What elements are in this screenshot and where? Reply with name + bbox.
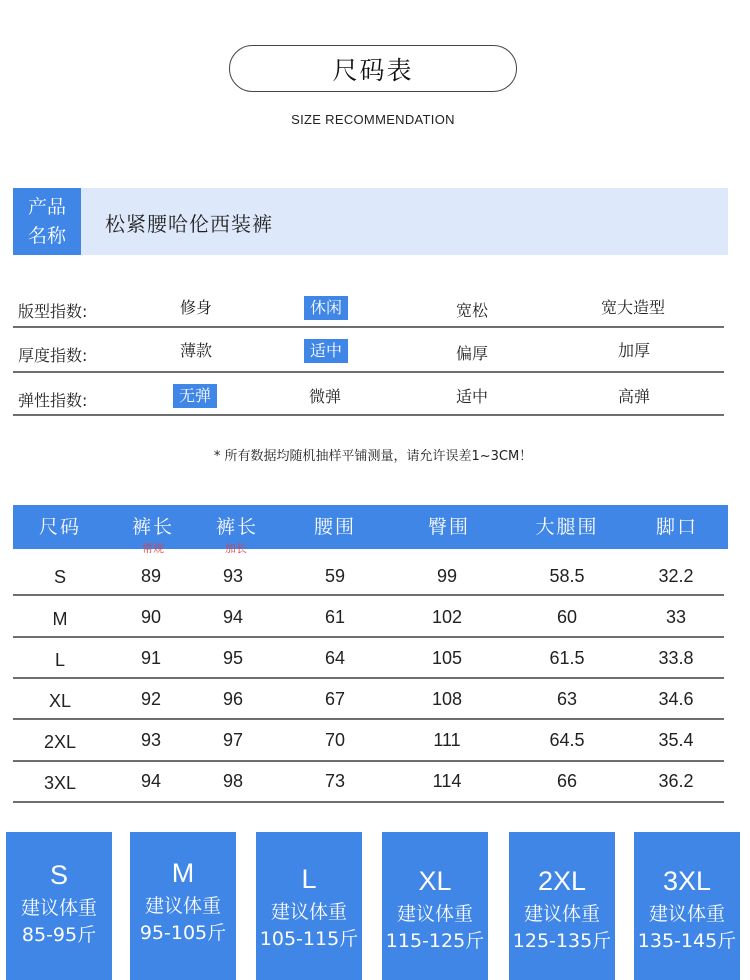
cell-size: 2XL bbox=[43, 732, 77, 752]
header-thigh: 大腿围 bbox=[535, 516, 599, 538]
cell-hip: 99 bbox=[436, 566, 458, 586]
header-length: 裤长 bbox=[215, 516, 259, 538]
index-option: 适中 bbox=[456, 387, 489, 406]
weight-card-size: 2XL bbox=[537, 866, 587, 896]
weight-card-l bbox=[256, 832, 362, 980]
cell-waist: 61 bbox=[324, 607, 346, 627]
header-waist: 腰围 bbox=[313, 516, 357, 538]
index-label: 弹性指数: bbox=[18, 391, 88, 410]
row-divider bbox=[13, 760, 724, 762]
index-option: 偏厚 bbox=[456, 344, 489, 363]
cell-length-regular: 89 bbox=[140, 566, 162, 586]
cell-hip: 102 bbox=[431, 607, 463, 627]
cell-length-regular: 93 bbox=[140, 730, 162, 750]
header-hip: 臀围 bbox=[427, 516, 471, 538]
cell-thigh: 60 bbox=[556, 607, 578, 627]
size-table-header bbox=[13, 505, 728, 549]
cell-length-regular: 90 bbox=[140, 607, 162, 627]
cell-size: 3XL bbox=[43, 773, 77, 793]
index-divider bbox=[13, 414, 724, 416]
weight-card-label: 建议体重 bbox=[270, 901, 347, 923]
weight-card-m bbox=[130, 832, 236, 980]
weight-card-size: S bbox=[49, 860, 68, 890]
index-option-selected: 无弹 bbox=[173, 384, 217, 408]
cell-thigh: 66 bbox=[556, 771, 578, 791]
cell-length-long: 96 bbox=[222, 689, 244, 709]
cell-length-long: 95 bbox=[222, 648, 244, 668]
weight-card-label: 建议体重 bbox=[648, 903, 725, 925]
weight-card-range: 115-125斤 bbox=[385, 930, 485, 952]
weight-card-size: XL bbox=[418, 866, 452, 896]
weight-card-range: 125-135斤 bbox=[512, 930, 612, 952]
weight-card-s bbox=[6, 832, 112, 980]
cell-hem: 36.2 bbox=[658, 771, 694, 791]
weight-card-size: L bbox=[301, 864, 317, 894]
header-size: 尺码 bbox=[38, 516, 82, 538]
row-divider bbox=[13, 636, 724, 638]
weight-card-3xl bbox=[634, 832, 740, 980]
index-label: 厚度指数: bbox=[18, 346, 88, 365]
cell-size: M bbox=[52, 609, 68, 629]
index-option-selected: 休闲 bbox=[304, 296, 348, 320]
row-divider bbox=[13, 677, 724, 679]
cell-thigh: 63 bbox=[556, 689, 578, 709]
cell-waist: 59 bbox=[324, 566, 346, 586]
row-divider bbox=[13, 594, 724, 596]
cell-hem: 35.4 bbox=[658, 730, 694, 750]
product-name: 松紧腰哈伦西装裤 bbox=[105, 212, 273, 236]
cell-waist: 70 bbox=[324, 730, 346, 750]
weight-card-label: 建议体重 bbox=[523, 903, 600, 925]
page-title: 尺码表 bbox=[229, 45, 517, 92]
cell-length-long: 98 bbox=[222, 771, 244, 791]
weight-card-xl bbox=[382, 832, 488, 980]
index-label: 版型指数: bbox=[18, 302, 88, 321]
cell-length-regular: 94 bbox=[140, 771, 162, 791]
cell-length-long: 93 bbox=[222, 566, 244, 586]
index-option: 微弹 bbox=[309, 387, 342, 406]
cell-hem: 32.2 bbox=[658, 566, 694, 586]
weight-card-range: 85-95斤 bbox=[21, 924, 97, 946]
weight-card-label: 建议体重 bbox=[396, 903, 473, 925]
cell-thigh: 58.5 bbox=[549, 566, 585, 586]
weight-card-label: 建议体重 bbox=[20, 897, 97, 919]
cell-waist: 67 bbox=[324, 689, 346, 709]
product-tag-line2: 名称 bbox=[27, 224, 66, 247]
cell-length-long: 97 bbox=[222, 730, 244, 750]
cell-length-regular: 91 bbox=[140, 648, 162, 668]
cell-hip: 108 bbox=[431, 689, 463, 709]
weight-card-size: 3XL bbox=[662, 866, 712, 896]
index-option-selected: 适中 bbox=[304, 339, 348, 363]
cell-waist: 73 bbox=[324, 771, 346, 791]
weight-card-size: M bbox=[171, 858, 195, 888]
cell-thigh: 64.5 bbox=[549, 730, 585, 750]
index-option: 宽大造型 bbox=[601, 298, 666, 317]
weight-card-range: 135-145斤 bbox=[637, 930, 737, 952]
header-hem: 脚口 bbox=[655, 516, 699, 538]
measurement-note: * 所有数据均随机抽样平铺测量，请允许误差1~3CM！ bbox=[213, 449, 533, 464]
cell-waist: 64 bbox=[324, 648, 346, 668]
index-divider bbox=[13, 371, 724, 373]
header-length: 裤长 bbox=[131, 516, 175, 538]
index-option: 加厚 bbox=[618, 341, 651, 360]
product-tag-line1: 产品 bbox=[27, 195, 66, 218]
cell-hip: 114 bbox=[432, 771, 462, 791]
cell-hip: 111 bbox=[433, 730, 461, 750]
weight-card-range: 95-105斤 bbox=[139, 922, 227, 944]
cell-hem: 33 bbox=[665, 607, 687, 627]
cell-length-long: 94 bbox=[222, 607, 244, 627]
cell-size: XL bbox=[48, 691, 72, 711]
index-option: 修身 bbox=[180, 298, 213, 317]
cell-hem: 34.6 bbox=[658, 689, 694, 709]
length-regular-label: 常规 bbox=[142, 542, 164, 555]
weight-card-2xl bbox=[509, 832, 615, 980]
cell-length-regular: 92 bbox=[140, 689, 162, 709]
index-option: 高弹 bbox=[618, 387, 651, 406]
cell-size: S bbox=[53, 567, 67, 587]
row-divider bbox=[13, 718, 724, 720]
index-option: 宽松 bbox=[456, 301, 489, 320]
cell-hem: 33.8 bbox=[658, 648, 694, 668]
index-option: 薄款 bbox=[180, 341, 213, 360]
cell-hip: 105 bbox=[431, 648, 463, 668]
cell-size: L bbox=[54, 650, 66, 670]
index-divider bbox=[13, 326, 724, 328]
product-tag bbox=[13, 188, 81, 255]
page-subtitle: SIZE RECOMMENDATION bbox=[291, 112, 455, 127]
weight-card-label: 建议体重 bbox=[144, 895, 221, 917]
cell-thigh: 61.5 bbox=[549, 648, 585, 668]
row-divider bbox=[13, 801, 724, 803]
length-long-label: 加长 bbox=[225, 542, 247, 555]
weight-card-range: 105-115斤 bbox=[259, 928, 359, 950]
